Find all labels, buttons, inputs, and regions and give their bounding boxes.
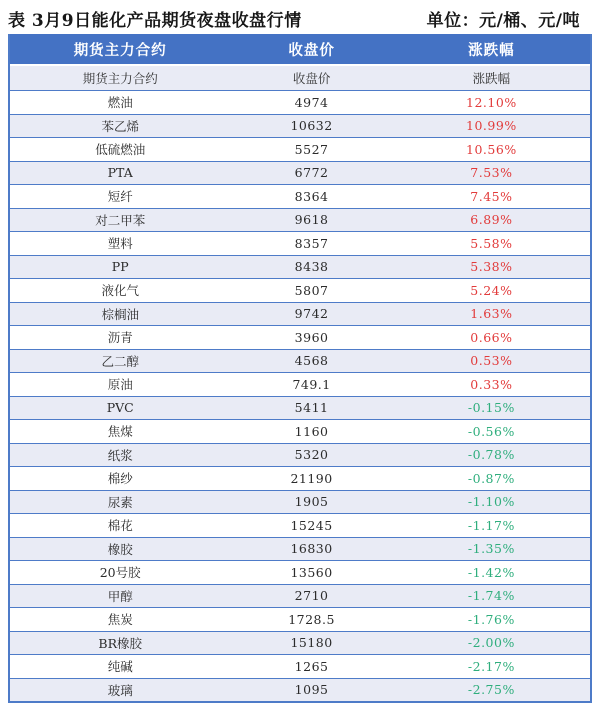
table-row [10, 654, 590, 678]
close-price-value: 8438 [294, 259, 329, 275]
change-pct-value: -1.10% [467, 494, 515, 510]
close-price-value: 1095 [294, 682, 329, 698]
close-price-value: 15180 [290, 635, 333, 651]
contract-name: 塑料 [107, 236, 133, 252]
change-pct-value: 7.53% [470, 165, 513, 181]
contract-name: BR橡胶 [98, 635, 142, 651]
contract-name: PTA [107, 165, 133, 181]
table-row [10, 607, 590, 631]
change-pct-value: 5.58% [470, 235, 513, 251]
change-pct-value: -1.35% [467, 541, 515, 557]
table-row [10, 560, 590, 584]
close-price-value: 1160 [294, 423, 329, 439]
table-row [10, 137, 590, 161]
unit-label: 单位：元/桶、元/吨 [426, 10, 580, 31]
contract-name: 焦煤 [107, 424, 133, 440]
table-row [10, 443, 590, 467]
table-row [10, 584, 590, 608]
contract-name: 橡胶 [107, 541, 133, 557]
table-row [10, 184, 590, 208]
close-price-value: 15245 [290, 517, 333, 533]
header-close-price: 收盘价 [288, 41, 335, 59]
contract-name: PP [111, 259, 129, 275]
table-row [10, 349, 590, 373]
table-row [10, 325, 590, 349]
close-price-value: 9742 [294, 306, 329, 322]
table-subheader-row [10, 64, 590, 90]
close-price-value: 1728.5 [288, 611, 335, 627]
contract-name: 乙二醇 [101, 353, 139, 369]
close-price-value: 5807 [294, 282, 329, 298]
table-title: 表 3月9日能化产品期货夜盘收盘行情 [8, 10, 302, 31]
table-row [10, 278, 590, 302]
table-row [10, 466, 590, 490]
change-pct-value: 6.89% [470, 212, 513, 228]
subheader-close-price: 收盘价 [292, 71, 331, 86]
contract-name: 液化气 [101, 283, 139, 299]
change-pct-value: 5.38% [470, 259, 513, 275]
table-row [10, 90, 590, 114]
title-bar [0, 0, 600, 34]
change-pct-value: -2.00% [467, 635, 515, 651]
change-pct-value: -2.75% [467, 682, 515, 698]
contract-name: 纯碱 [107, 659, 133, 675]
table-body [10, 90, 590, 701]
table-row [10, 537, 590, 561]
table-row [10, 208, 590, 232]
header-change-pct: 涨跌幅 [468, 41, 515, 59]
contract-name: 原油 [107, 377, 133, 393]
change-pct-value: -0.15% [467, 400, 515, 416]
change-pct-value: 0.53% [470, 353, 513, 369]
change-pct-value: 7.45% [470, 188, 513, 204]
change-pct-value: -1.74% [467, 588, 515, 604]
close-price-value: 16830 [290, 541, 333, 557]
table-row [10, 513, 590, 537]
table-row [10, 302, 590, 326]
close-price-value: 1905 [294, 494, 329, 510]
contract-name: 沥青 [107, 330, 133, 346]
futures-table [8, 34, 592, 703]
change-pct-value: -2.17% [467, 658, 515, 674]
close-price-value: 749.1 [292, 376, 331, 392]
change-pct-value: 12.10% [466, 94, 517, 110]
change-pct-value: -0.87% [467, 470, 515, 486]
table-row [10, 114, 590, 138]
table-row [10, 678, 590, 702]
close-price-value: 4974 [294, 94, 329, 110]
contract-name: 低硫燃油 [95, 142, 146, 158]
close-price-value: 8364 [294, 188, 329, 204]
table-row [10, 161, 590, 185]
close-price-value: 5411 [294, 400, 329, 416]
change-pct-value: -0.78% [467, 447, 515, 463]
change-pct-value: -1.76% [467, 611, 515, 627]
close-price-value: 13560 [290, 564, 333, 580]
change-pct-value: 0.66% [470, 329, 513, 345]
contract-name: 焦炭 [107, 612, 133, 628]
table-header-row [10, 34, 590, 64]
close-price-value: 6772 [294, 165, 329, 181]
change-pct-value: -1.42% [467, 564, 515, 580]
change-pct-value: -1.17% [467, 517, 515, 533]
table-row [10, 255, 590, 279]
close-price-value: 5320 [294, 447, 329, 463]
close-price-value: 10632 [290, 118, 333, 134]
change-pct-value: 10.56% [466, 141, 517, 157]
table-row [10, 372, 590, 396]
close-price-value: 5527 [294, 141, 329, 157]
table-row [10, 396, 590, 420]
contract-name: 20号胶 [99, 565, 141, 581]
contract-name: 甲醇 [107, 588, 133, 604]
change-pct-value: 5.24% [470, 282, 513, 298]
table-row [10, 490, 590, 514]
close-price-value: 1265 [294, 658, 329, 674]
change-pct-value: -0.56% [467, 423, 515, 439]
close-price-value: 3960 [294, 329, 329, 345]
close-price-value: 4568 [294, 353, 329, 369]
contract-name: 玻璃 [107, 682, 133, 698]
change-pct-value: 0.33% [470, 376, 513, 392]
close-price-value: 9618 [294, 212, 329, 228]
table-row [10, 419, 590, 443]
contract-name: 燃油 [107, 95, 133, 111]
close-price-value: 2710 [294, 588, 329, 604]
contract-name: 棉花 [107, 518, 133, 534]
header-contract: 期货主力合约 [73, 41, 167, 59]
table-row [10, 231, 590, 255]
subheader-change-pct: 涨跌幅 [472, 71, 511, 86]
subheader-contract: 期货主力合约 [82, 71, 158, 86]
change-pct-value: 1.63% [470, 306, 513, 322]
change-pct-value: 10.99% [466, 118, 517, 134]
contract-name: 对二甲苯 [95, 212, 146, 228]
contract-name: PVC [106, 400, 134, 416]
contract-name: 苯乙烯 [101, 118, 139, 134]
close-price-value: 8357 [294, 235, 329, 251]
contract-name: 棕榈油 [101, 306, 139, 322]
contract-name: 尿素 [107, 494, 133, 510]
contract-name: 棉纱 [107, 471, 133, 487]
close-price-value: 21190 [290, 470, 333, 486]
contract-name: 短纤 [107, 189, 133, 205]
contract-name: 纸浆 [107, 447, 133, 463]
table-row [10, 631, 590, 655]
